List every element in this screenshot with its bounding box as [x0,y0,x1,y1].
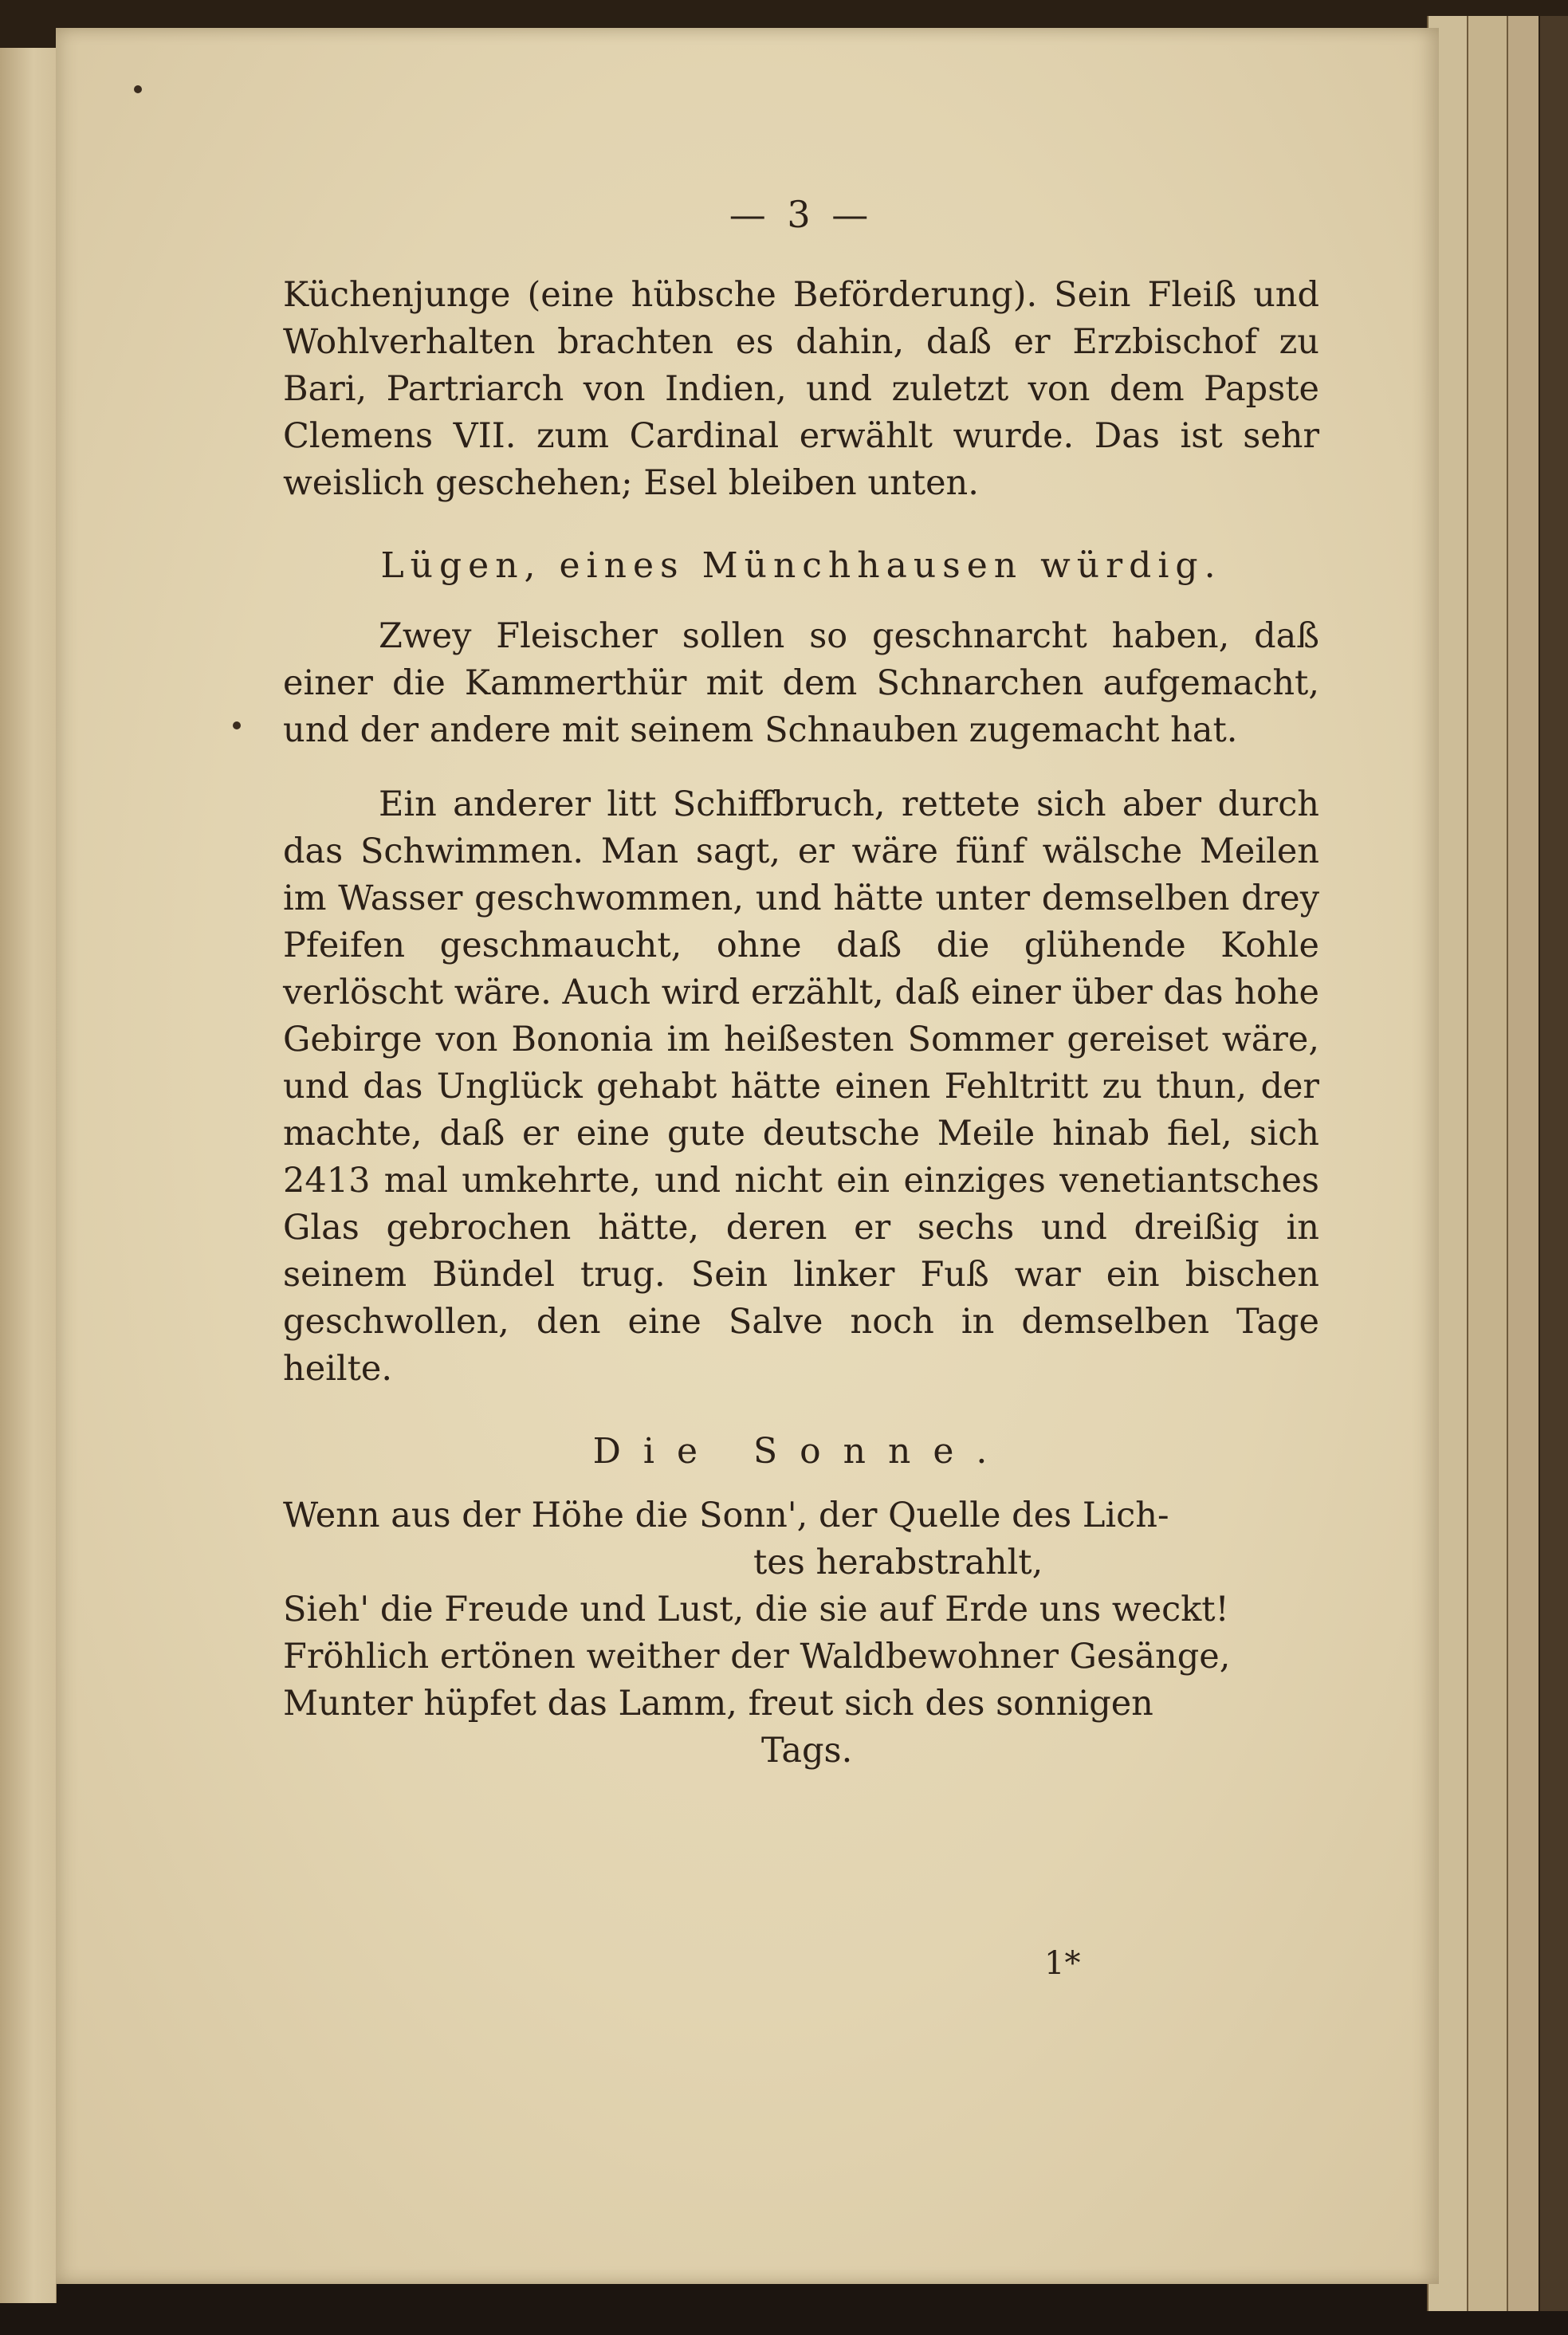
book-page [56,28,1439,2284]
page-edge [1507,16,1540,2311]
paragraph-fleischer: Zwey Fleischer sollen so geschnarcht haben, daß einer die Kammerthür mit dem Schnarchen aufgemacht, und der andere mit seinem Schnauben zugemacht hat. [283,616,1319,750]
signature-mark: 1* [1044,1945,1081,1982]
poem-line-continuation: tes herabstrahlt, [753,1543,1043,1582]
page-text [283,191,1319,1775]
poem-line: Munter hüpfet das Lamm, freut sich des sonnigen [283,1684,1153,1724]
book-cover-edge [1539,16,1568,2311]
page-edge [1467,16,1508,2311]
poem [283,1492,1319,1775]
paragraph-schiffbruch: Ein anderer litt Schiffbruch, rettete sich aber durch das Schwimmen. Man sagt, er wäre fünf wälsche Meilen im Wasser geschwommen, und hätte unter demselben drey Pfeifen geschmaucht, ohne daß die glühende Kohle verlöscht wäre. Auch wird erzählt, daß einer über das hohe Gebirge von Bononia im heißesten Sommer gereiset wäre, und das Unglück gehabt hätte einen Fehltritt zu thun, der machte, daß er eine gute deutsche Meile hinab fiel, sich 2413 mal umkehrte, und nicht ein einziges venetiantsches Glas gebrochen hätte, deren er sechs und dreißig in seinem Bündel trug. Sein linker Fuß war ein bischen geschwollen, den eine Salve noch in demselben Tage heilte. [283,784,1319,1389]
poem-line-continuation: Tags. [761,1731,853,1771]
poem-line: Wenn aus der Höhe die Sonn', der Quelle des Lich- [283,1496,1169,1535]
poem-line: Fröhlich ertönen weither der Waldbewohner Gesänge, [283,1637,1231,1677]
ink-speck [233,721,241,729]
section-heading-sonne: Die Sonne. [592,1431,1010,1472]
ink-speck [134,85,142,93]
page-number: — 3 — [729,193,874,236]
section-heading-luegen: Lügen, eines Münchhausen würdig. [380,545,1222,586]
poem-line: Sieh' die Freude und Lust, die sie auf Erde uns weckt! [283,1590,1229,1629]
opening-paragraph: Küchenjunge (eine hübsche Beförderung). Sein Fleiß und Wohlverhalten brachten es dahin, daß er Erzbischof zu Bari, Partriarch von Indien, und zuletzt von dem Papste Clemens VII. zum Cardinal erwählt wurde. Das ist sehr weislich geschehen; Esel bleiben unten. [283,275,1319,503]
binding-gutter [0,48,57,2303]
